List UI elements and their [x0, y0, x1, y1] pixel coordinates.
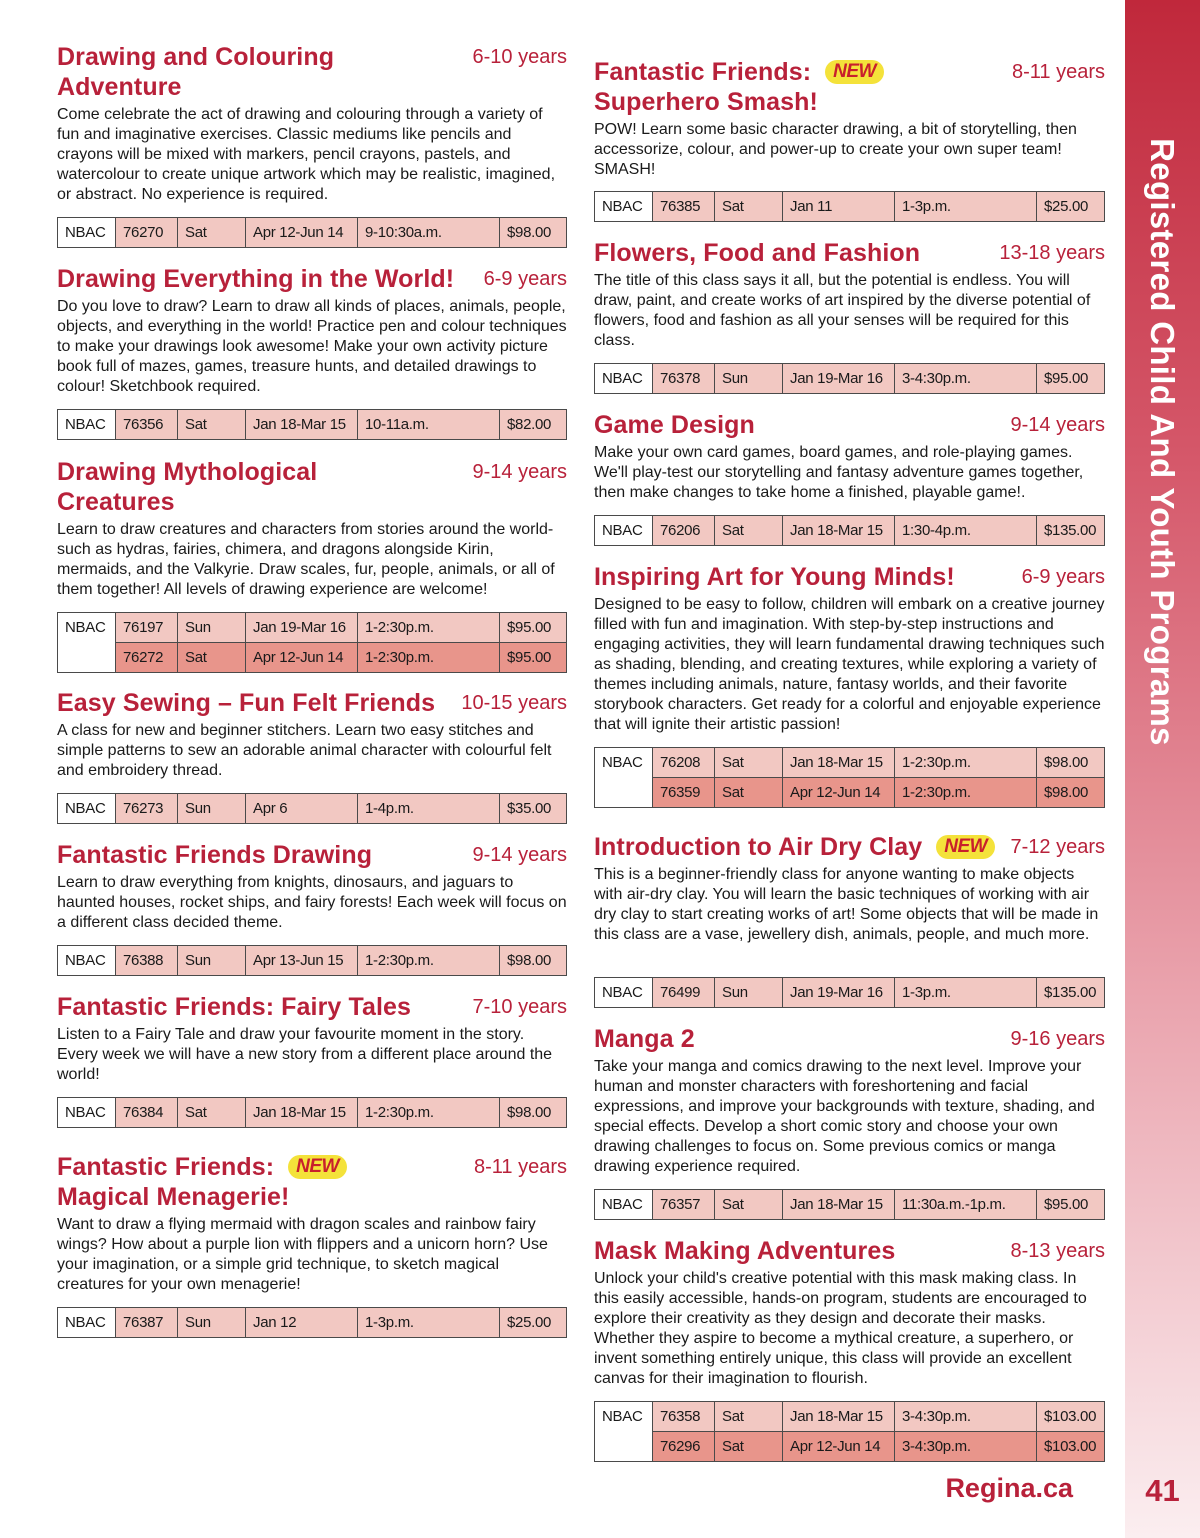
schedule-row: [595, 192, 1105, 222]
course-code-cell[interactable]: 76384: [116, 1098, 178, 1128]
course-header: [594, 832, 1105, 862]
schedule-row: [595, 1190, 1105, 1220]
schedule-row: [58, 794, 567, 824]
course-block: [594, 1024, 1105, 1213]
schedule-row: [595, 778, 1105, 808]
age-range: 13-18 years: [999, 242, 1105, 264]
fee-cell: $98.00: [500, 946, 567, 976]
day-cell: Sun: [715, 978, 783, 1008]
course-title-text: Fantastic Friends:: [594, 58, 812, 86]
course-title-line: Drawing Everything in the World!: [57, 265, 455, 293]
age-range: 9-14 years: [1010, 414, 1105, 436]
course-title-text: Introduction to Air Dry Clay: [594, 833, 923, 861]
schedule-table: [57, 409, 567, 440]
course-code-cell[interactable]: 76296: [653, 1432, 715, 1462]
location-cell: NBAC: [58, 1098, 116, 1128]
age-range: 9-14 years: [472, 844, 567, 866]
course-code-cell[interactable]: 76378: [653, 364, 715, 394]
time-cell: 1-3p.m.: [895, 978, 1037, 1008]
fee-cell: $98.00: [500, 218, 567, 248]
location-cell: NBAC: [58, 946, 116, 976]
time-cell: 1-3p.m.: [358, 1308, 500, 1338]
location-cell: NBAC: [595, 1190, 653, 1220]
fee-cell: $103.00: [1037, 1432, 1105, 1462]
fee-cell: $95.00: [1037, 364, 1105, 394]
sidebar-title: Registered Child And Youth Programs: [1144, 138, 1181, 746]
course-title-line: Manga 2: [594, 1025, 695, 1053]
course-block: [57, 840, 567, 969]
age-range: 7-10 years: [472, 996, 567, 1018]
time-cell: 3-4:30p.m.: [895, 1432, 1037, 1462]
schedule-row: [595, 978, 1105, 1008]
day-cell: Sat: [178, 643, 246, 673]
time-cell: 1-2:30p.m.: [358, 946, 500, 976]
time-cell: 10-11a.m.: [358, 410, 500, 440]
dates-cell: Apr 13-Jun 15: [246, 946, 358, 976]
course-title-line: Adventure: [57, 73, 182, 101]
schedule-table: [594, 191, 1105, 222]
course-description: Want to draw a flying mermaid with dragon scales and rainbow fairy wings? How about a purple lion with flippers and a unicorn horn? Use your imagination, or a simple grid technique, to sketch magical creatures for your own menagerie!: [57, 1216, 548, 1293]
time-cell: 1-3p.m.: [895, 192, 1037, 222]
location-cell: NBAC: [595, 364, 653, 394]
time-cell: 1-2:30p.m.: [358, 1098, 500, 1128]
schedule-row: [58, 643, 567, 673]
age-range: 6-10 years: [472, 46, 567, 68]
time-cell: 11:30a.m.-1p.m.: [895, 1190, 1037, 1220]
course-title-line: Magical Menagerie!: [57, 1183, 290, 1211]
dates-cell: Apr 12-Jun 14: [246, 643, 358, 673]
course-code-cell[interactable]: 76387: [116, 1308, 178, 1338]
course-title-line: Mask Making Adventures: [594, 1237, 896, 1265]
schedule-table: [57, 217, 567, 248]
course-block: [594, 562, 1105, 801]
schedule-row: [58, 1308, 567, 1338]
fee-cell: $98.00: [1037, 778, 1105, 808]
course-code-cell[interactable]: 76270: [116, 218, 178, 248]
course-block: [57, 992, 567, 1121]
course-header: [57, 840, 567, 870]
time-cell: 3-4:30p.m.: [895, 1402, 1037, 1432]
course-description: A class for new and beginner stitchers. Learn two easy stitches and simple patterns to sew an adorable animal character with colourful felt and embroidery thread.: [57, 722, 552, 779]
course-title-line: Fantastic Friends: Fairy Tales: [57, 993, 412, 1021]
course-block: [594, 1236, 1105, 1455]
fee-cell: $82.00: [500, 410, 567, 440]
course-description: POW! Learn some basic character drawing, a bit of storytelling, then accessorize, colour, and power-up to create your own super team! SMASH!: [594, 121, 1077, 178]
fee-cell: $95.00: [500, 613, 567, 643]
course-block: [57, 1152, 567, 1331]
course-title-line: [594, 833, 995, 861]
dates-cell: Apr 6: [246, 794, 358, 824]
course-block: [594, 410, 1105, 539]
course-code-cell[interactable]: 76388: [116, 946, 178, 976]
day-cell: Sat: [178, 1098, 246, 1128]
schedule-row: [58, 1098, 567, 1128]
fee-cell: $98.00: [1037, 748, 1105, 778]
time-cell: 9-10:30a.m.: [358, 218, 500, 248]
fee-cell: $103.00: [1037, 1402, 1105, 1432]
course-title-line: Creatures: [57, 488, 175, 516]
schedule-table: [594, 1401, 1105, 1462]
course-block: [594, 832, 1105, 1001]
schedule-table: [594, 977, 1105, 1008]
fee-cell: $98.00: [500, 1098, 567, 1128]
time-cell: 1:30-4p.m.: [895, 516, 1037, 546]
course-header: [594, 410, 1105, 440]
fee-cell: $135.00: [1037, 978, 1105, 1008]
course-block: [57, 688, 567, 817]
course-description: Make your own card games, board games, and role-playing games. We'll play-test our storytelling and fantasy adventure games together, then make changes to take home a finished, playable game!.: [594, 444, 1084, 501]
schedule-row: [58, 218, 567, 248]
course-description: Designed to be easy to follow, children will embark on a creative journey filled with fun and imagination. With step-by-step instructions and engaging activities, they will learn fundamental drawing techniques such as shading, blending, and creating textures, while exploring a variety of themes including animals, nature, fantasy worlds, and their favorite storybook characters. Get ready for a colorful and enjoyable experience that will ignite their artistic passion!: [594, 596, 1105, 733]
age-range: 9-16 years: [1010, 1028, 1105, 1050]
course-header: [594, 57, 1105, 117]
age-range: 8-13 years: [1010, 1240, 1105, 1262]
day-cell: Sat: [715, 1432, 783, 1462]
day-cell: Sat: [715, 516, 783, 546]
schedule-table: [57, 945, 567, 976]
course-code-cell[interactable]: 76359: [653, 778, 715, 808]
schedule-row: [595, 364, 1105, 394]
day-cell: Sun: [715, 364, 783, 394]
course-block: [594, 57, 1105, 215]
course-code-cell[interactable]: 76356: [116, 410, 178, 440]
location-cell: NBAC: [58, 410, 116, 440]
location-cell: NBAC: [595, 192, 653, 222]
course-block: [57, 457, 567, 666]
dates-cell: Jan 18-Mar 15: [783, 516, 895, 546]
dates-cell: Jan 18-Mar 15: [783, 1190, 895, 1220]
schedule-table: [57, 612, 567, 673]
course-code-cell[interactable]: 76272: [116, 643, 178, 673]
course-header: [57, 688, 567, 718]
time-cell: 3-4:30p.m.: [895, 364, 1037, 394]
course-code-cell[interactable]: 76358: [653, 1402, 715, 1432]
dates-cell: Apr 12-Jun 14: [783, 1432, 895, 1462]
schedule-table: [594, 515, 1105, 546]
time-cell: 1-2:30p.m.: [895, 778, 1037, 808]
dates-cell: Jan 11: [783, 192, 895, 222]
day-cell: Sat: [715, 778, 783, 808]
day-cell: Sat: [178, 410, 246, 440]
location-cell: NBAC: [595, 978, 653, 1008]
schedule-row: [595, 748, 1105, 778]
fee-cell: $95.00: [1037, 1190, 1105, 1220]
dates-cell: Jan 19-Mar 16: [783, 364, 895, 394]
day-cell: Sat: [178, 218, 246, 248]
location-cell: NBAC: [58, 613, 116, 673]
new-badge: NEW: [825, 60, 884, 84]
schedule-table: [57, 793, 567, 824]
course-title-line: Drawing Mythological: [57, 458, 318, 486]
schedule-row: [595, 1402, 1105, 1432]
course-title-line: Easy Sewing – Fun Felt Friends: [57, 689, 436, 717]
age-range: 7-12 years: [1010, 836, 1105, 858]
course-title-line: Flowers, Food and Fashion: [594, 239, 921, 267]
fee-cell: $35.00: [500, 794, 567, 824]
time-cell: 1-2:30p.m.: [358, 613, 500, 643]
schedule-table: [57, 1307, 567, 1338]
dates-cell: Apr 12-Jun 14: [246, 218, 358, 248]
course-code-cell[interactable]: 76197: [116, 613, 178, 643]
dates-cell: Jan 19-Mar 16: [246, 613, 358, 643]
course-header: [57, 992, 567, 1022]
course-description: Unlock your child's creative potential with this mask making class. In this easily accessible, hands-on program, students are encouraged to explore their creativity as they design and decorate their masks. Whether they aspire to become a mythical creature, a superhero, or invent something entirely unique, this class will provide an excellent canvas for their imagination to flourish.: [594, 1270, 1087, 1387]
age-range: 8-11 years: [1011, 61, 1105, 83]
schedule-row: [595, 1432, 1105, 1462]
course-title-text: Fantastic Friends:: [57, 1153, 275, 1181]
course-description: Do you love to draw? Learn to draw all kinds of places, animals, people, objects, and everything in the world! Practice pen and colour techniques to make your drawings look awesome! Make your own activity picture book full of mazes, games, treasure hunts, and detailed drawings to colour! Sketchbook required.: [57, 298, 567, 395]
time-cell: 1-2:30p.m.: [895, 748, 1037, 778]
location-cell: NBAC: [595, 516, 653, 546]
schedule-row: [58, 613, 567, 643]
location-cell: NBAC: [595, 748, 653, 808]
course-header: [594, 1236, 1105, 1266]
new-badge: NEW: [288, 1155, 347, 1179]
dates-cell: Jan 18-Mar 15: [783, 1402, 895, 1432]
course-description: Come celebrate the act of drawing and colouring through a variety of fun and imaginative exercises. Classic mediums like pencils and crayons will be mixed with markers, pencil crayons, pastels, and watercolour to create unique artwork which may be realistic, imagined, or abstract. No experience is required.: [57, 106, 556, 203]
day-cell: Sun: [178, 794, 246, 824]
footer-site-link[interactable]: Regina.ca: [945, 1473, 1073, 1503]
course-header: [594, 238, 1105, 268]
course-description: The title of this class says it all, but the potential is endless. You will draw, paint, and create works of art inspired by the diverse potential of flowers, food and fashion as all your senses will be required for this class.: [594, 272, 1091, 349]
course-code-cell[interactable]: 76206: [653, 516, 715, 546]
day-cell: Sun: [178, 1308, 246, 1338]
location-cell: NBAC: [58, 1308, 116, 1338]
age-range: 8-11 years: [473, 1156, 567, 1178]
fee-cell: $25.00: [1037, 192, 1105, 222]
course-code-cell[interactable]: 76499: [653, 978, 715, 1008]
schedule-table: [594, 1189, 1105, 1220]
fee-cell: $135.00: [1037, 516, 1105, 546]
day-cell: Sat: [715, 192, 783, 222]
course-title-line: Inspiring Art for Young Minds!: [594, 563, 955, 591]
schedule-row: [595, 516, 1105, 546]
day-cell: Sat: [715, 1190, 783, 1220]
course-code-cell[interactable]: 76385: [653, 192, 715, 222]
schedule-table: [594, 363, 1105, 394]
course-header: [594, 1024, 1105, 1054]
course-description: This is a beginner-friendly class for anyone wanting to make objects with air-dry clay. You will learn the basic techniques of working with air dry clay to start creating works of art! Some objects that will be made in this class are a vase, jewellery dish, animals, people, and much more.: [594, 866, 1099, 943]
fee-cell: $95.00: [500, 643, 567, 673]
day-cell: Sun: [178, 613, 246, 643]
day-cell: Sat: [715, 1402, 783, 1432]
course-title-line: Superhero Smash!: [594, 88, 818, 116]
dates-cell: Jan 19-Mar 16: [783, 978, 895, 1008]
course-block: [57, 264, 567, 433]
course-description: Take your manga and comics drawing to the next level. Improve your human and monster characters with foreshortening and facial expressions, and improve your backgrounds with texture, shading, and special effects. Develop a short comic story and choose your own drawing challenges to focus on. Some previous comics or manga drawing experience required.: [594, 1058, 1095, 1175]
dates-cell: Apr 12-Jun 14: [783, 778, 895, 808]
day-cell: Sat: [715, 748, 783, 778]
course-header: [57, 1152, 567, 1212]
location-cell: NBAC: [58, 794, 116, 824]
age-range: 9-14 years: [472, 461, 567, 483]
fee-cell: $25.00: [500, 1308, 567, 1338]
schedule-table: [57, 1097, 567, 1128]
course-title-line: Drawing and Colouring: [57, 43, 335, 71]
dates-cell: Jan 18-Mar 15: [246, 410, 358, 440]
schedule-table: [594, 747, 1105, 808]
course-description: Listen to a Fairy Tale and draw your favourite moment in the story. Every week we will have a new story from a different place around the world!: [57, 1026, 553, 1083]
time-cell: 1-4p.m.: [358, 794, 500, 824]
schedule-row: [58, 946, 567, 976]
dates-cell: Jan 18-Mar 15: [783, 748, 895, 778]
age-range: 6-9 years: [483, 268, 567, 290]
age-range: 6-9 years: [1021, 566, 1105, 588]
dates-cell: Jan 12: [246, 1308, 358, 1338]
course-header: [57, 457, 567, 517]
course-code-cell[interactable]: 76208: [653, 748, 715, 778]
course-title-line: Fantastic Friends Drawing: [57, 841, 373, 869]
course-code-cell[interactable]: 76273: [116, 794, 178, 824]
course-header: [57, 264, 567, 294]
course-header: [57, 42, 567, 102]
location-cell: NBAC: [58, 218, 116, 248]
day-cell: Sun: [178, 946, 246, 976]
page-number: 41: [1145, 1473, 1180, 1508]
course-header: [594, 562, 1105, 592]
schedule-row: [58, 410, 567, 440]
course-description: Learn to draw everything from knights, dinosaurs, and jaguars to haunted houses, rocket ships, and fairy forests! Each week will focus on a different class decided theme.: [57, 874, 567, 931]
course-code-cell[interactable]: 76357: [653, 1190, 715, 1220]
course-title-line: Game Design: [594, 411, 755, 439]
course-block: [594, 238, 1105, 387]
age-range: 10-15 years: [461, 692, 567, 714]
course-description: Learn to draw creatures and characters from stories around the world- such as hydras, fairies, chimera, and dragons alongside Kirin, mermaids, and the Valkyrie. Draw scales, fur, people, animals, or all of them together! All levels of drawing experience are welcome!: [57, 521, 555, 598]
dates-cell: Jan 18-Mar 15: [246, 1098, 358, 1128]
new-badge: NEW: [936, 835, 995, 859]
course-block: [57, 42, 567, 241]
time-cell: 1-2:30p.m.: [358, 643, 500, 673]
location-cell: NBAC: [595, 1402, 653, 1462]
